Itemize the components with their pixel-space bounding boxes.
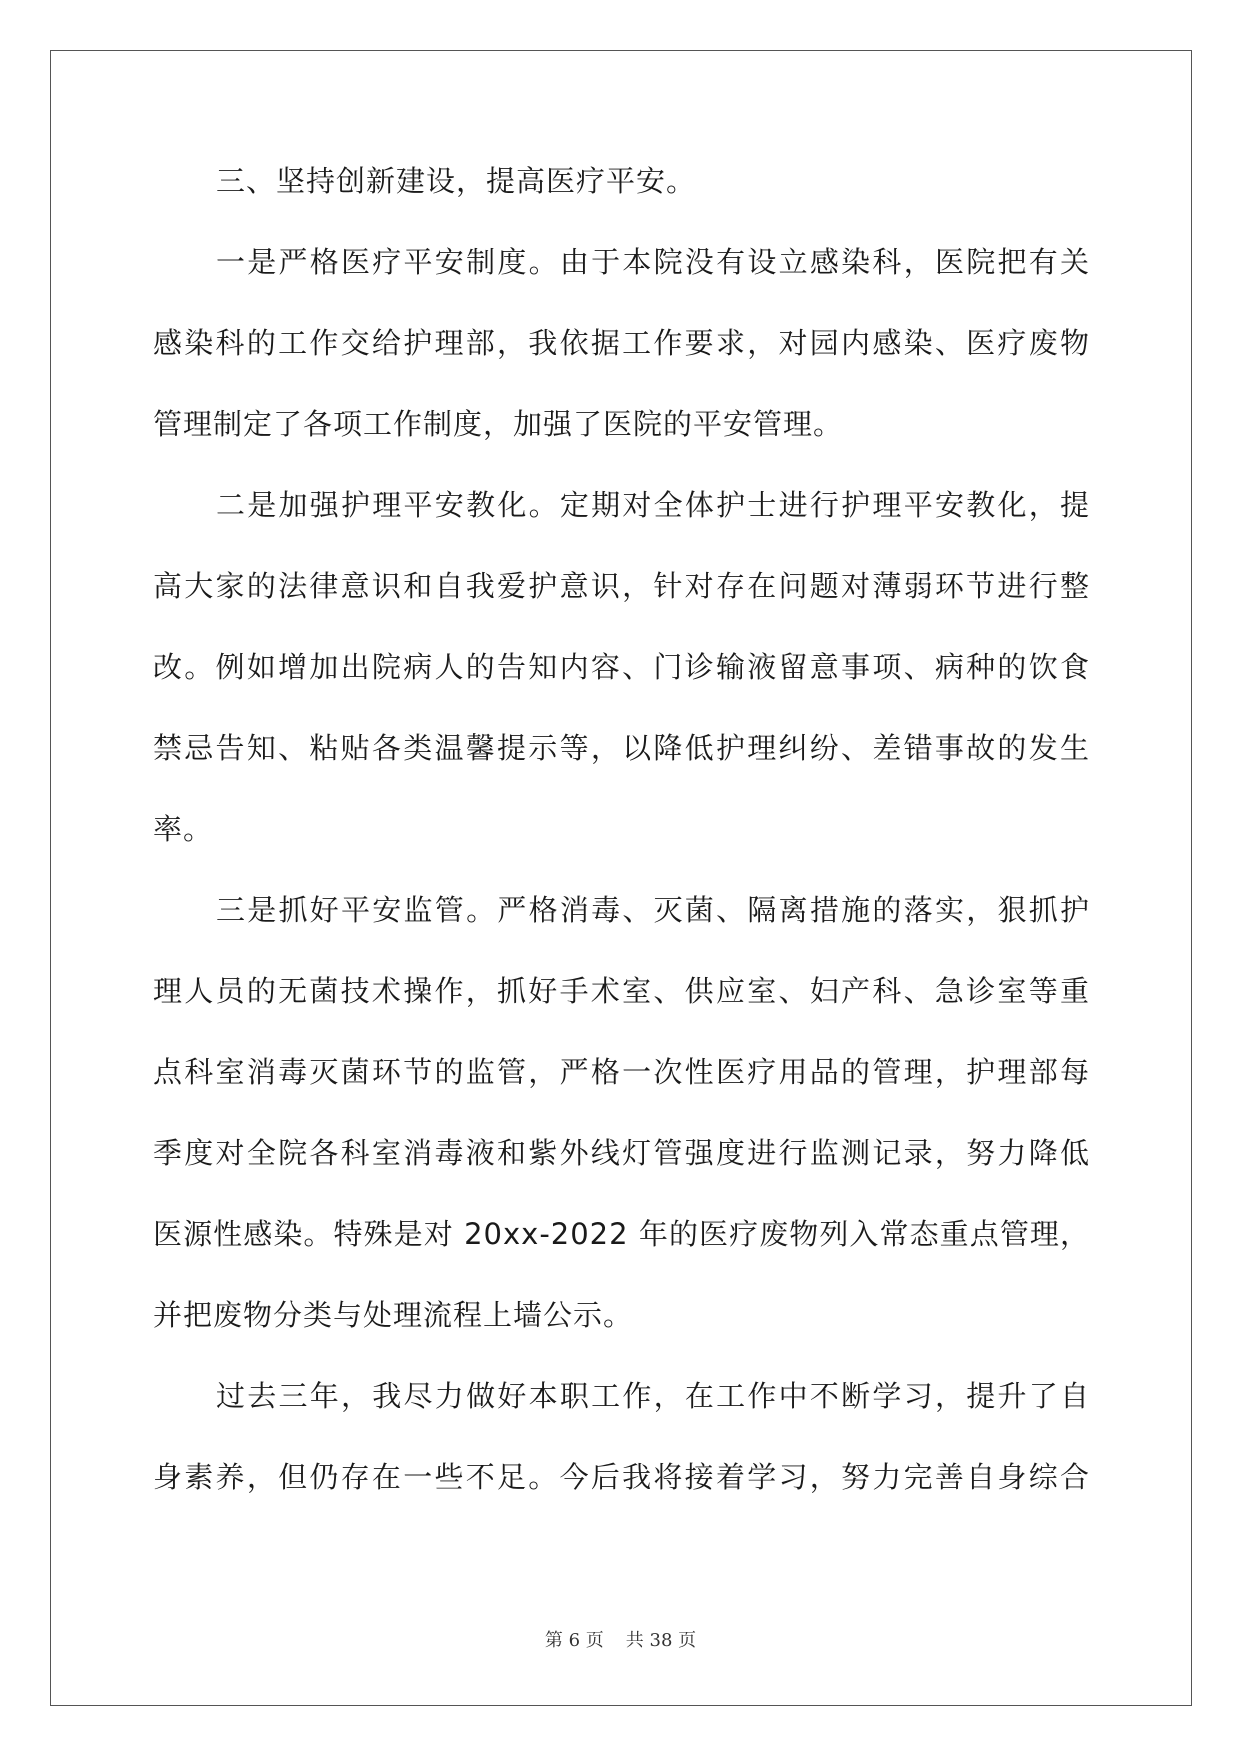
text-line: 高大家的法律意识和自我爱护意识，针对存在问题对薄弱环节进行整	[153, 569, 1090, 603]
text-line: 三是抓好平安监管。严格消毒、灭菌、隔离措施的落实，狠抓护	[216, 893, 1090, 927]
document-body	[153, 160, 1090, 1537]
text-line: 禁忌告知、粘贴各类温馨提示等，以降低护理纠纷、差错事故的发生	[153, 731, 1090, 765]
text-line: 二是加强护理平安教化。定期对全体护士进行护理平安教化，提	[216, 488, 1090, 522]
text-line: 过去三年，我尽力做好本职工作，在工作中不断学习，提升了自	[216, 1379, 1090, 1413]
section-heading: 三、坚持创新建设，提高医疗平安。	[216, 164, 697, 198]
text-line: 感染科的工作交给护理部，我依据工作要求，对园内感染、医疗废物	[153, 326, 1090, 360]
text-line: 季度对全院各科室消毒液和紫外线灯管强度进行监测记录，努力降低	[153, 1136, 1090, 1170]
text-line: 身素养，但仍存在一些不足。今后我将接着学习，努力完善自身综合	[153, 1460, 1090, 1494]
text-line: 医源性感染。特殊是对 20xx-2022 年的医疗废物列入常态重点管理，	[153, 1217, 1090, 1251]
text-line: 并把废物分类与处理流程上墙公示。	[153, 1298, 634, 1332]
page-total: 共 38 页	[625, 1630, 697, 1651]
text-line: 理人员的无菌技术操作，抓好手术室、供应室、妇产科、急诊室等重	[153, 974, 1090, 1008]
text-line: 点科室消毒灭菌环节的监管，严格一次性医疗用品的管理，护理部每	[153, 1055, 1090, 1089]
page-footer	[0, 1626, 1241, 1652]
text-line: 改。例如增加出院病人的告知内容、门诊输液留意事项、病种的饮食	[153, 650, 1090, 684]
text-line: 管理制定了各项工作制度，加强了医院的平安管理。	[153, 407, 844, 441]
text-line: 一是严格医疗平安制度。由于本院没有设立感染科，医院把有关	[216, 245, 1090, 279]
text-line: 率。	[153, 812, 214, 846]
page-number: 第 6 页	[544, 1630, 604, 1651]
